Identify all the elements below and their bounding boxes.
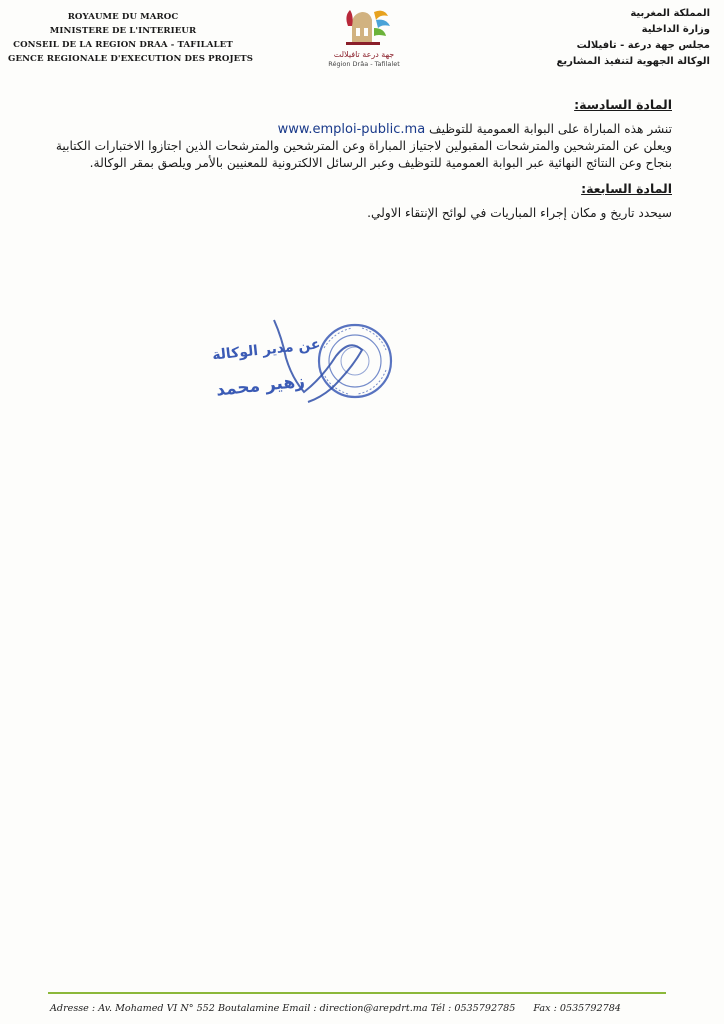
header-arabic-line-2: وزارة الداخلية [641, 24, 710, 35]
logo-french-text: Région Drâa - Tafilalet [328, 60, 400, 68]
header-arabic-line-3: مجلس جهة درعة - تافيلالت [576, 40, 710, 51]
employment-portal-link[interactable]: www.emploi-public.ma [277, 122, 426, 137]
header-arabic [540, 6, 710, 70]
article-6-line-2: ويعلن عن المترشحين والمترشحات المقبولين لاجتياز المباراة وعن المترشحين والمترشحات الذين اجتازوا الاختبارات الكتابية [55, 139, 672, 153]
header-french [8, 10, 254, 66]
header-french-line-3: CONSEIL DE LA REGION DRAA - TAFILALET [13, 40, 233, 50]
article-6-line-1-text: تنشر هذه المباراة على البوابة العمومية للتوظيف [429, 122, 672, 136]
article-6-heading: المادة السادسة: [574, 97, 672, 112]
official-stamp-icon [212, 318, 412, 418]
signature-block [212, 318, 412, 418]
region-logo-icon [334, 6, 394, 50]
signature-name: زهير محمد [215, 371, 306, 401]
header-arabic-line-4: الوكالة الجهوية لتنفيذ المشاريع [556, 56, 710, 67]
footer-fax: Fax : 0535792784 [533, 1003, 621, 1014]
header-french-line-2: MINISTERE DE L'INTERIEUR [49, 26, 197, 36]
article-7-line-1: سيحدد تاريخ و مكان إجراء المباريات في لوائح الإنتقاء الاولي. [367, 206, 672, 220]
article-6-line-3: بنجاح وعن النتائج النهائية عبر البوابة العمومية للتوظيف وعبر الرسائل الالكترونية للمعنيين بالأمر ويلصق بمقر الوكالة. [89, 156, 672, 170]
header-french-line-1: ROYAUME DU MAROC [67, 12, 179, 22]
logo-arabic-text: جهة درعة تافيلالت [333, 50, 395, 59]
signature-title: عن مدير الوكالة [211, 336, 322, 364]
footer-address: Adresse : Av. Mohamed VI N° 552 Boutalamine Email : direction@arepdrt.ma Tél : 0535792785 [50, 1003, 516, 1014]
region-logo [322, 6, 406, 78]
article-6-line-1 [58, 121, 672, 138]
document-body [55, 96, 672, 222]
header-arabic-line-1: المملكة المغربية [630, 8, 710, 19]
footer-contact [50, 1003, 690, 1014]
footer-divider [48, 992, 666, 994]
header-french-line-4: GENCE REGIONALE D'EXECUTION DES PROJETS [8, 54, 254, 64]
article-7-heading: المادة السابعة: [581, 181, 672, 196]
